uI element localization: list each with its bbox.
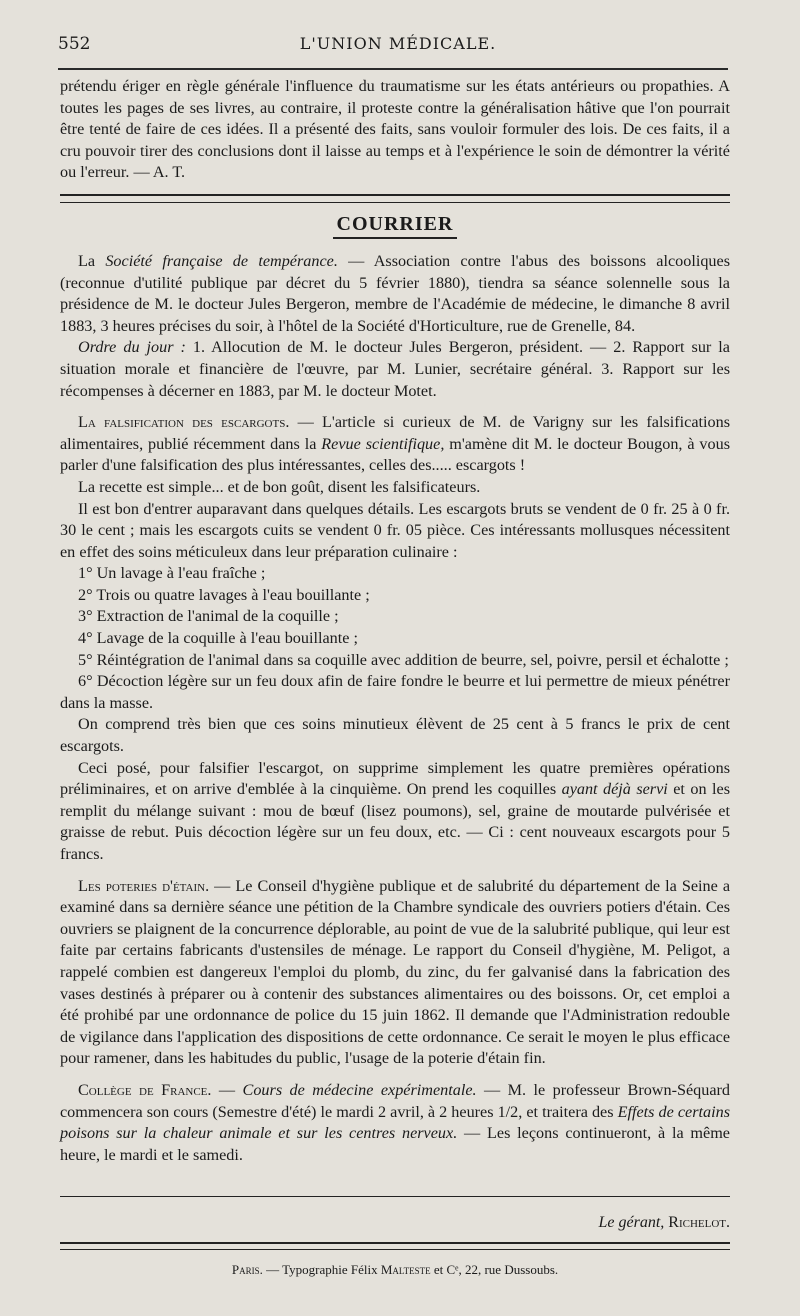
page-header [58,34,738,64]
temperance-lead-prefix: La [78,251,106,270]
list-item: 3° Extraction de l'animal de la coquille ; [78,607,339,626]
section-divider [60,194,730,203]
preparation-steps [60,563,730,714]
list-item: 2° Trois ou quatre lavages à l'eau bouillante ; [78,585,370,604]
escargots-paragraph-3: Il est bon d'entrer auparavant dans quelques détails. Les escargots bruts se vendent de 0 fr. 25 à 0 fr. 30 le cent ; mais les escargots cuits se vendent 0 fr. 05 pièce. Ces intéressants mollusques nécessitent en effet des soins méticuleux dans leur préparation culinaire : [60,499,730,561]
poteries-heading: Les poteries d'étain. [78,876,210,895]
signature [60,1214,730,1232]
college-heading: Collège de France. [78,1080,212,1099]
spacer [60,1070,730,1080]
section-title-text: COURRIER [333,213,458,239]
footer-rule [60,1242,730,1250]
course-topic: Effets de certains poisons sur la chaleur animale et sur les centres nerveux. [60,1102,731,1143]
temperance-order-paragraph [60,337,730,402]
signature-label: Le gérant, [598,1214,665,1231]
escargots-paragraph-1 [60,412,730,477]
course-title: Cours de médecine expérimentale. [242,1080,477,1099]
journal-name: Revue scientifique, [321,434,445,453]
list-item: 6° Décoction légère sur un feu doux afin de faire fondre le beurre et lui permettre de mieux pénétrer dans la masse. [60,672,730,712]
escargots-p5-b: et on les remplit du mélange suivant : mou de bœuf (lisez poumons), sel, graine de moutarde pulvérisée et graisse de rebut. Puis décoction légère sur un feu doux, etc. — Ci : cent nouveaux escargots pour 5 francs. [60,780,730,863]
closing-rule [60,1196,730,1197]
imprint-text: — Typographie Félix [262,1262,381,1277]
temperance-society-name: Société française de tempérance. [105,251,338,270]
page-number: 552 [58,34,91,54]
running-title: L'UNION MÉDICALE. [299,34,497,53]
list-item: 5° Réintégration de l'animal dans sa coquille avec addition de beurre, sel, poivre, persil et échalotte ; [78,650,729,669]
escargots-paragraph-5 [60,758,730,866]
signature-name: Richelot. [668,1214,730,1231]
temperance-text: — Association contre l'abus des boissons alcooliques (reconnue d'utilité publique par décret du 5 février 1880), tiendra sa séance solennelle sous la présidence de M. le docteur Jules Bergeron, membre de l'Académie de médecine, le dimanche 8 avril 1883, 3 heures précises du soir, à l'hôtel de la Société d'Horticulture, rue de Grenelle, 84. [60,251,730,335]
poteries-paragraph [60,876,730,1070]
escargots-p5-emphasis: ayant déjà servi [561,780,668,799]
printer-imprint [60,1262,730,1278]
spacer [60,402,730,412]
escargots-heading: La falsification des escargots. [78,413,290,432]
order-text: 1. Allocution de M. le docteur Jules Bergeron, président. — 2. Rapport sur la situation morale et financière de l'œuvre, par M. Lunier, secrétaire général. 3. Rapport sur les récompenses à décerner en 1883, par M. le docteur Motet. [60,338,730,400]
spacer [60,866,730,876]
intro-paragraph: prétendu ériger en règle générale l'influence du traumatisme sur les états antérieurs ou propathies. A toutes les pages de ses livres, au contraire, il proteste contre la généralisation hâtive que l'on pourrait être tenté de faire de ces idées. Il a présenté des faits, sans vouloir formuler des lois. De ces faits, il a cru pouvoir tirer des conclusions dont il laisse au temps et à l'expérience le soin de démontrer la vérité ou l'erreur. — A. T. [60,77,730,182]
escargots-p5-a: Ceci posé, pour falsifier l'escargot, on supprime simplement les quatre premières opérations préliminaires, et on arrive d'emblée à la cinquième. On prend les coquilles [60,758,730,799]
imprint-printer: Malteste [380,1262,431,1277]
escargots-paragraph-4: On comprend très bien que ces soins minutieux élèvent de 25 cent à 5 francs le prix de cent escargots. [60,715,730,756]
imprint-city: Paris. [231,1262,263,1277]
imprint-rest: et Cᵉ, 22, rue Dussoubs. [430,1262,559,1277]
college-dash: — [211,1080,243,1099]
college-text-b: — Les leçons continueront, à la même heure, le mardi et le samedi. [60,1124,730,1164]
college-text-a: — M. le professeur Brown-Séquard commencera son cours (Semestre d'été) le mardi 2 avril, à 2 heures 1/2, et traitera des [60,1080,731,1121]
list-item: 4° Lavage de la coquille à l'eau bouillante ; [78,629,358,648]
college-paragraph [60,1080,730,1166]
escargots-p1-a: — L'article si curieux de M. de Varigny sur les falsifications alimentaires, publié récemment dans la [60,413,730,453]
list-item: 1° Un lavage à l'eau fraîche ; [78,564,266,583]
temperance-paragraph [60,251,730,337]
poteries-text: — Le Conseil d'hygiène publique et de salubrité du département de la Seine a examiné dans sa dernière séance une pétition de la Chambre syndicale des ouvriers potiers d'étain. Ces ouvriers se plaignent de la concurrence déplorable, au point de vue de la salubrité publique, qui leur est faite par certains fabricants d'ustensiles de ménage. Le rapport du Conseil d'hygiène, M. Peligot, a rappelé combien est dangereux l'emploi du plomb, du zinc, du fer galvanisé dans la fabrication des vases destinés à préparer ou à contenir des substances alimentaires ou des boissons. Or, cet emploi a été prohibé par une ordonnance de police du 15 juin 1862. Il demande que l'Administration redouble de vigilance dans l'application des dispositions de cette ordonnance. Ce serait le moyen le plus efficace pour ramener, dans les habitudes du public, l'usage de la poterie d'étain fin. [60,876,731,1068]
header-rule [58,68,728,70]
page-body [60,76,730,1166]
escargots-p1-b: m'amène dit M. le docteur Bougon, à vous parler d'une falsification des plus intéressantes, celles des..... escargots ! [60,434,730,475]
order-label: Ordre du jour : [78,338,186,357]
section-title [60,211,730,237]
escargots-paragraph-2: La recette est simple... et de bon goût, disent les falsificateurs. [78,477,481,496]
